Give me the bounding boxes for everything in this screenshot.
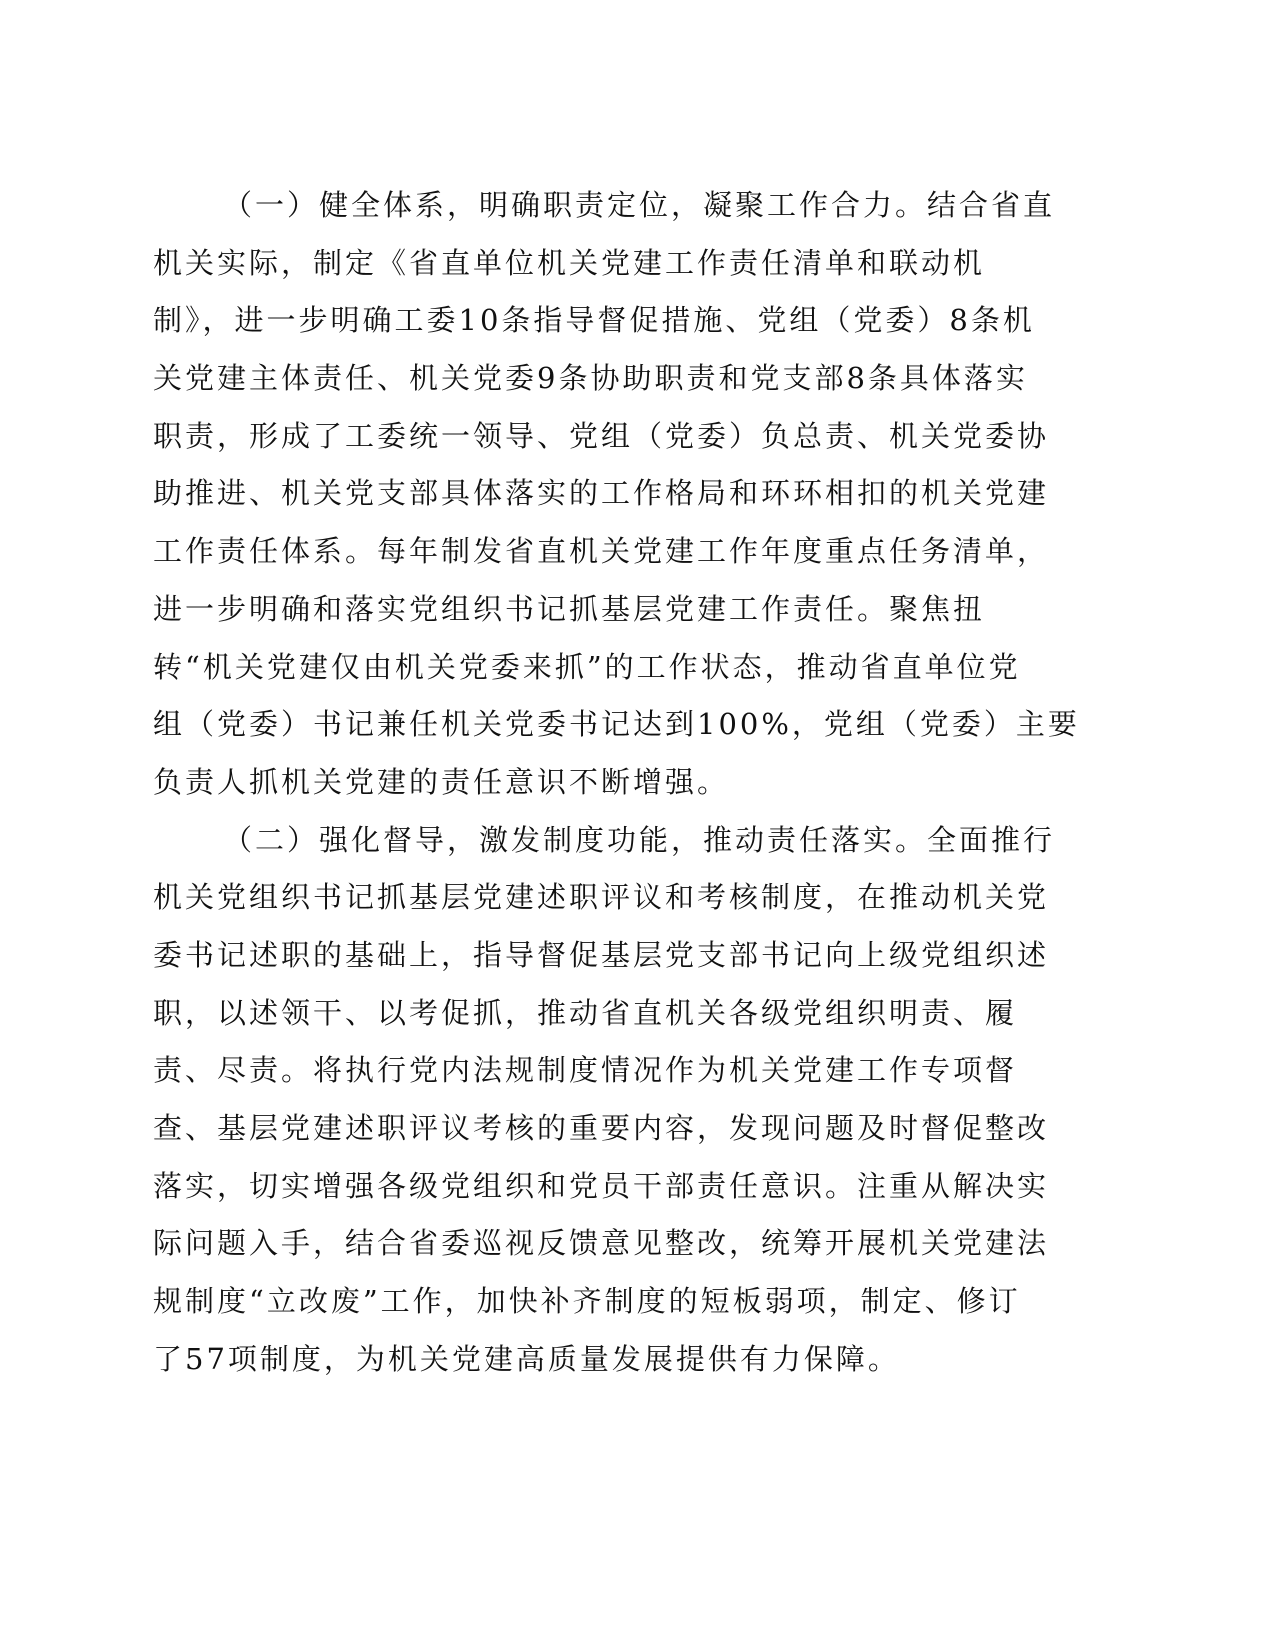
paragraph-1-line-10: 组（党委）书记兼任机关党委书记达到100%，党组（党委）主要 [153, 707, 1080, 742]
paragraph-2-line-8: 际问题入手，结合省委巡视反馈意见整改，统筹开展机关党建法 [153, 1226, 1050, 1261]
paragraph-1-line-8: 进一步明确和落实党组织书记抓基层党建工作责任。聚焦扭 [153, 591, 986, 626]
paragraph-1-line-7: 工作责任体系。每年制发省直机关党建工作年度重点任务清单， [153, 534, 1050, 569]
paragraph-2-line-6: 查、基层党建述职评议考核的重要内容，发现问题及时督促整改 [153, 1111, 1050, 1145]
paragraph-1-line-9: 转“机关党建仅由机关党委来抓”的工作状态，推动省直单位党 [153, 649, 1021, 684]
paragraph-1-line-5: 职责，形成了工委统一领导、党组（党委）负总责、机关党委协 [153, 418, 1050, 453]
paragraph-1-line-1: （一）健全体系，明确职责定位，凝聚工作合力。结合省直 [223, 188, 1056, 222]
paragraph-1-line-6: 助推进、机关党支部具体落实的工作格局和环环相扣的机关党建 [153, 476, 1050, 511]
paragraph-2-line-9: 规制度“立改废”工作，加快补齐制度的短板弱项，制定、修订 [153, 1284, 1021, 1319]
paragraph-2-line-7: 落实，切实增强各级党组织和党员干部责任意识。注重从解决实 [153, 1168, 1050, 1203]
paragraph-2-line-4: 职，以述领干、以考促抓，推动省直机关各级党组织明责、履 [153, 995, 1018, 1030]
paragraph-2-line-1: （二）强化督导，激发制度功能，推动责任落实。全面推行 [223, 822, 1056, 857]
body-text [153, 177, 1088, 1388]
paragraph-2-line-2: 机关党组织书记抓基层党建述职评议和考核制度，在推动机关党 [153, 880, 1050, 915]
paragraph-1-line-11: 负责人抓机关党建的责任意识不断增强。 [153, 764, 730, 799]
paragraph-2-line-5: 责、尽责。将执行党内法规制度情况作为机关党建工作专项督 [153, 1053, 1018, 1088]
paragraph-1-line-3: 制》，进一步明确工委10条指导督促措施、党组（党委）8条机 [153, 303, 1035, 338]
paragraph-2-line-3: 委书记述职的基础上，指导督促基层党支部书记向上级党组织述 [153, 937, 1050, 972]
paragraph-1-line-2: 机关实际，制定《省直单位机关党建工作责任清单和联动机 [153, 245, 986, 280]
paragraph-1-line-4: 关党建主体责任、机关党委9条协助职责和党支部8条具体落实 [153, 361, 1028, 396]
paragraph-2-line-10: 了57项制度，为机关党建高质量发展提供有力保障。 [153, 1341, 900, 1376]
